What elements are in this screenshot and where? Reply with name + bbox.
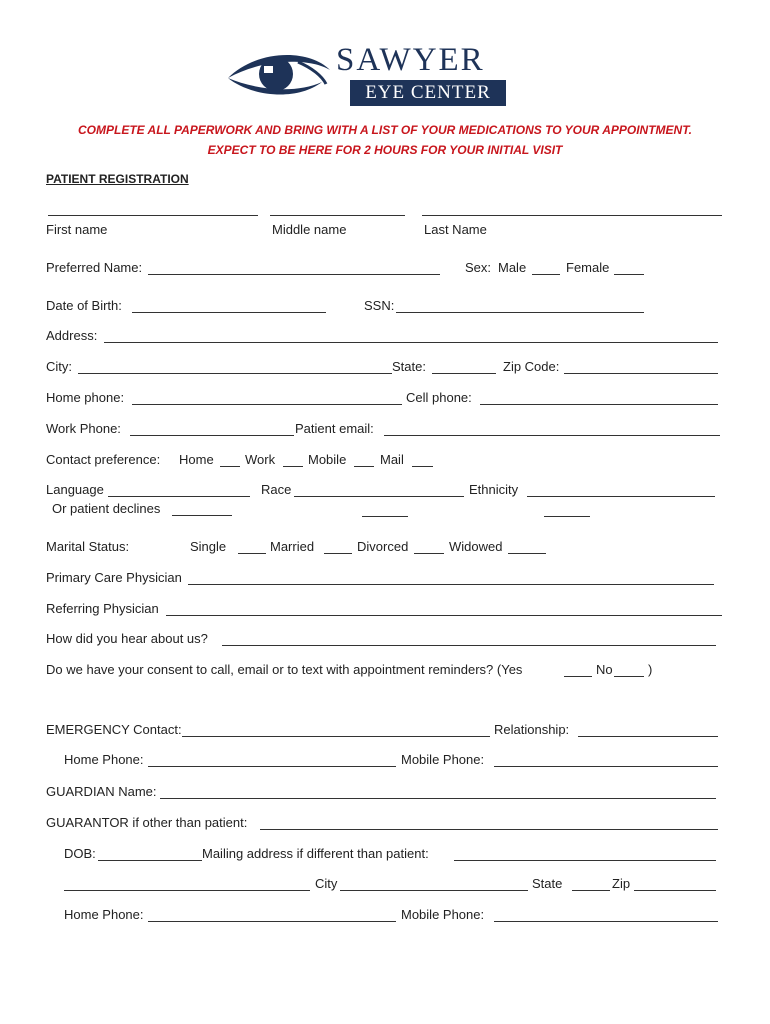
- emergency-home-phone-label: Home Phone:: [64, 752, 144, 767]
- city-field[interactable]: [78, 373, 392, 374]
- guarantor-state-field[interactable]: [572, 890, 610, 891]
- guarantor-dob-label: DOB:: [64, 846, 96, 861]
- emergency-contact-label: EMERGENCY Contact:: [46, 722, 182, 737]
- work-phone-field[interactable]: [130, 435, 294, 436]
- marital-widowed-field[interactable]: [508, 553, 546, 554]
- contact-mail-field[interactable]: [412, 466, 433, 467]
- dob-label: Date of Birth:: [46, 298, 122, 313]
- sex-label: Sex:: [465, 260, 492, 275]
- ethnicity-label: Ethnicity: [469, 482, 519, 497]
- ssn-label: SSN:: [364, 298, 395, 313]
- language-label: Language: [46, 482, 104, 497]
- emergency-home-phone-field[interactable]: [148, 766, 396, 767]
- guarantor-state-label: State: [532, 876, 563, 891]
- guarantor-mailing-field[interactable]: [454, 860, 716, 861]
- section-title: PATIENT REGISTRATION: [46, 172, 189, 186]
- notice-line-1: COMPLETE ALL PAPERWORK AND BRING WITH A LIST OF YOUR MEDICATIONS TO YOUR APPOINTMENT.: [77, 123, 692, 137]
- first-name-label: First name: [46, 222, 108, 237]
- guarantor-address-line-field[interactable]: [64, 890, 310, 891]
- referring-physician-label: Referring Physician: [46, 601, 159, 616]
- logo-name-bottom: EYE CENTER: [350, 80, 506, 106]
- guarantor-zip-field[interactable]: [634, 890, 716, 891]
- contact-mobile-label: Mobile: [308, 452, 347, 467]
- sex-female-field[interactable]: [614, 274, 644, 275]
- guarantor-mobile-phone-label: Mobile Phone:: [401, 907, 485, 922]
- work-phone-label: Work Phone:: [46, 421, 121, 436]
- how-hear-field[interactable]: [222, 645, 716, 646]
- marital-status-label: Marital Status:: [46, 539, 130, 554]
- pcp-field[interactable]: [188, 584, 714, 585]
- sex-male-label: Male: [498, 260, 527, 275]
- guarantor-field[interactable]: [260, 829, 718, 830]
- marital-single-field[interactable]: [238, 553, 266, 554]
- race-declines-field[interactable]: [362, 516, 408, 517]
- emergency-mobile-phone-field[interactable]: [494, 766, 718, 767]
- logo-name-top: SAWYER: [336, 42, 485, 78]
- cell-phone-label: Cell phone:: [406, 390, 472, 405]
- ethnicity-declines-field[interactable]: [544, 516, 590, 517]
- contact-home-field[interactable]: [220, 466, 240, 467]
- address-label: Address:: [46, 328, 98, 343]
- contact-work-label: Work: [245, 452, 276, 467]
- patient-email-label: Patient email:: [295, 421, 374, 436]
- guardian-name-label: GUARDIAN Name:: [46, 784, 157, 799]
- consent-yes-field[interactable]: [564, 676, 592, 677]
- middle-name-label: Middle name: [272, 222, 347, 237]
- guarantor-city-label: City: [315, 876, 338, 891]
- guarantor-home-phone-field[interactable]: [148, 921, 396, 922]
- marital-single-label: Single: [190, 539, 227, 554]
- language-declines-field[interactable]: [172, 515, 232, 516]
- home-phone-field[interactable]: [132, 404, 402, 405]
- race-label: Race: [261, 482, 292, 497]
- marital-married-label: Married: [270, 539, 315, 554]
- zip-code-label: Zip Code:: [503, 359, 560, 374]
- zip-code-field[interactable]: [564, 373, 718, 374]
- marital-divorced-field[interactable]: [414, 553, 444, 554]
- patient-declines-label: Or patient declines: [52, 501, 161, 516]
- language-field[interactable]: [108, 496, 250, 497]
- guarantor-label: GUARANTOR if other than patient:: [46, 815, 248, 830]
- marital-married-field[interactable]: [324, 553, 352, 554]
- guarantor-mailing-label: Mailing address if different than patient:: [202, 846, 429, 861]
- guarantor-home-phone-label: Home Phone:: [64, 907, 144, 922]
- pcp-label: Primary Care Physician: [46, 570, 182, 585]
- contact-preference-label: Contact preference:: [46, 452, 161, 467]
- notice-line-2: EXPECT TO BE HERE FOR 2 HOURS FOR YOUR INITIAL VISIT: [207, 143, 563, 157]
- emergency-contact-field[interactable]: [182, 736, 490, 737]
- preferred-name-field[interactable]: [148, 274, 440, 275]
- state-field[interactable]: [432, 373, 496, 374]
- relationship-field[interactable]: [578, 736, 718, 737]
- middle-name-field[interactable]: [270, 215, 405, 216]
- dob-field[interactable]: [132, 312, 326, 313]
- sex-male-field[interactable]: [532, 274, 560, 275]
- race-field[interactable]: [294, 496, 464, 497]
- marital-divorced-label: Divorced: [357, 539, 409, 554]
- relationship-label: Relationship:: [494, 722, 570, 737]
- guarantor-city-field[interactable]: [340, 890, 528, 891]
- contact-work-field[interactable]: [283, 466, 303, 467]
- ethnicity-field[interactable]: [527, 496, 715, 497]
- emergency-mobile-phone-label: Mobile Phone:: [401, 752, 485, 767]
- patient-email-field[interactable]: [384, 435, 720, 436]
- consent-no-field[interactable]: [614, 676, 644, 677]
- preferred-name-label: Preferred Name:: [46, 260, 143, 275]
- contact-home-label: Home: [179, 452, 214, 467]
- last-name-field[interactable]: [422, 215, 722, 216]
- referring-physician-field[interactable]: [166, 615, 722, 616]
- last-name-label: Last Name: [424, 222, 487, 237]
- home-phone-label: Home phone:: [46, 390, 125, 405]
- guarantor-dob-field[interactable]: [98, 860, 202, 861]
- consent-question: Do we have your consent to call, email or to text with appointment reminders? (Yes: [46, 662, 523, 677]
- sex-female-label: Female: [566, 260, 610, 275]
- city-label: City:: [46, 359, 72, 374]
- address-field[interactable]: [104, 342, 718, 343]
- contact-mail-label: Mail: [380, 452, 404, 467]
- state-label: State:: [392, 359, 426, 374]
- guarantor-zip-label: Zip: [612, 876, 631, 891]
- first-name-field[interactable]: [48, 215, 258, 216]
- marital-widowed-label: Widowed: [449, 539, 503, 554]
- consent-no-label: No: [596, 662, 613, 677]
- contact-mobile-field[interactable]: [354, 466, 374, 467]
- guarantor-mobile-phone-field[interactable]: [494, 921, 718, 922]
- consent-close: ): [648, 662, 653, 677]
- cell-phone-field[interactable]: [480, 404, 718, 405]
- ssn-field[interactable]: [396, 312, 644, 313]
- how-hear-label: How did you hear about us?: [46, 631, 208, 646]
- guardian-name-field[interactable]: [160, 798, 716, 799]
